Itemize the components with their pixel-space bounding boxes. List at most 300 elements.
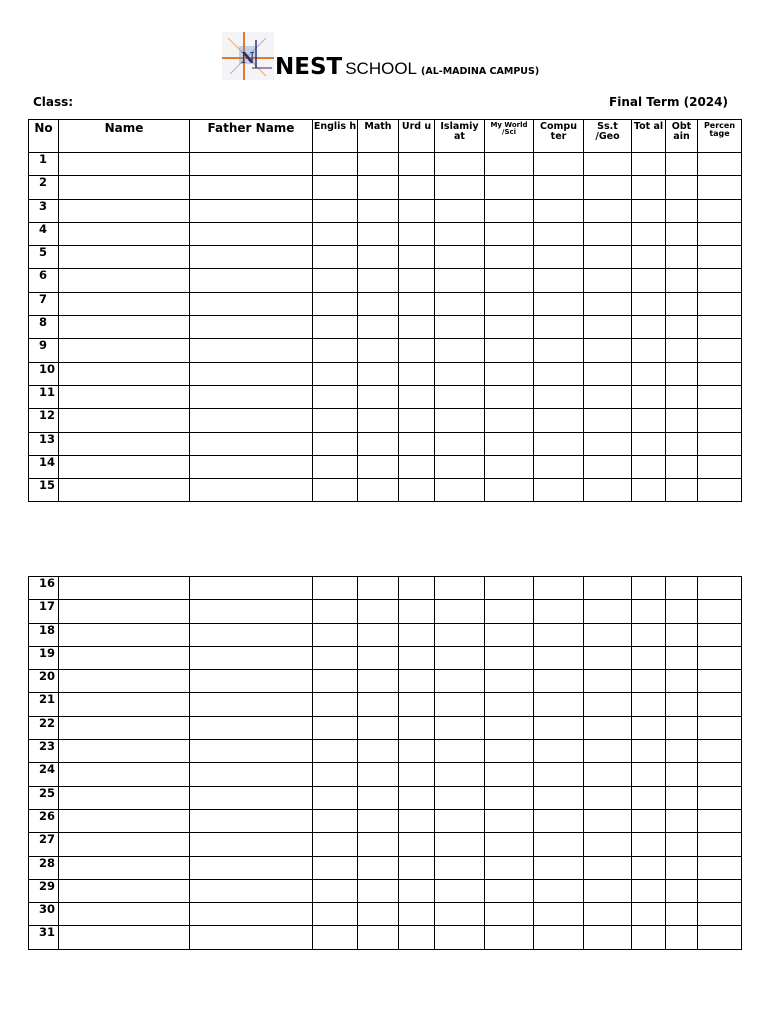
cell-sst-geo[interactable] [584, 670, 632, 693]
cell-name[interactable] [59, 153, 190, 176]
cell-sst-geo[interactable] [584, 763, 632, 786]
cell-my-world-sci[interactable] [485, 269, 534, 292]
cell-computer[interactable] [534, 670, 584, 693]
cell-name[interactable] [59, 856, 190, 879]
cell-total[interactable] [632, 856, 666, 879]
cell-my-world-sci[interactable] [485, 339, 534, 362]
cell-computer[interactable] [534, 809, 584, 832]
cell-math[interactable] [358, 246, 399, 269]
cell-math[interactable] [358, 716, 399, 739]
cell-total[interactable] [632, 577, 666, 600]
cell-sst-geo[interactable] [584, 809, 632, 832]
cell-islamiyat[interactable] [435, 385, 485, 408]
cell-percentage[interactable] [698, 903, 742, 926]
cell-name[interactable] [59, 479, 190, 502]
cell-percentage[interactable] [698, 153, 742, 176]
cell-obtain[interactable] [666, 716, 698, 739]
cell-total[interactable] [632, 362, 666, 385]
cell-father-name[interactable] [190, 903, 313, 926]
cell-computer[interactable] [534, 693, 584, 716]
cell-islamiyat[interactable] [435, 879, 485, 902]
cell-islamiyat[interactable] [435, 153, 485, 176]
cell-percentage[interactable] [698, 716, 742, 739]
cell-computer[interactable] [534, 577, 584, 600]
cell-sst-geo[interactable] [584, 646, 632, 669]
cell-sst-geo[interactable] [584, 903, 632, 926]
cell-computer[interactable] [534, 316, 584, 339]
cell-name[interactable] [59, 316, 190, 339]
cell-islamiyat[interactable] [435, 577, 485, 600]
cell-percentage[interactable] [698, 176, 742, 199]
cell-sst-geo[interactable] [584, 740, 632, 763]
cell-urdu[interactable] [399, 670, 435, 693]
cell-obtain[interactable] [666, 926, 698, 949]
cell-total[interactable] [632, 646, 666, 669]
cell-english[interactable] [313, 577, 358, 600]
cell-urdu[interactable] [399, 786, 435, 809]
cell-total[interactable] [632, 903, 666, 926]
cell-name[interactable] [59, 176, 190, 199]
cell-islamiyat[interactable] [435, 199, 485, 222]
cell-english[interactable] [313, 362, 358, 385]
cell-english[interactable] [313, 339, 358, 362]
cell-total[interactable] [632, 339, 666, 362]
cell-percentage[interactable] [698, 926, 742, 949]
cell-computer[interactable] [534, 432, 584, 455]
cell-my-world-sci[interactable] [485, 670, 534, 693]
cell-father-name[interactable] [190, 246, 313, 269]
cell-english[interactable] [313, 809, 358, 832]
cell-father-name[interactable] [190, 432, 313, 455]
cell-urdu[interactable] [399, 432, 435, 455]
cell-sst-geo[interactable] [584, 153, 632, 176]
cell-sst-geo[interactable] [584, 199, 632, 222]
cell-obtain[interactable] [666, 409, 698, 432]
cell-islamiyat[interactable] [435, 269, 485, 292]
cell-sst-geo[interactable] [584, 269, 632, 292]
cell-father-name[interactable] [190, 809, 313, 832]
cell-name[interactable] [59, 623, 190, 646]
cell-total[interactable] [632, 455, 666, 478]
cell-math[interactable] [358, 646, 399, 669]
cell-percentage[interactable] [698, 222, 742, 245]
cell-name[interactable] [59, 693, 190, 716]
cell-islamiyat[interactable] [435, 903, 485, 926]
cell-obtain[interactable] [666, 856, 698, 879]
cell-computer[interactable] [534, 879, 584, 902]
cell-percentage[interactable] [698, 455, 742, 478]
cell-father-name[interactable] [190, 670, 313, 693]
cell-total[interactable] [632, 176, 666, 199]
cell-father-name[interactable] [190, 339, 313, 362]
cell-my-world-sci[interactable] [485, 623, 534, 646]
cell-english[interactable] [313, 199, 358, 222]
cell-urdu[interactable] [399, 646, 435, 669]
cell-computer[interactable] [534, 339, 584, 362]
cell-name[interactable] [59, 362, 190, 385]
cell-total[interactable] [632, 153, 666, 176]
cell-math[interactable] [358, 926, 399, 949]
cell-computer[interactable] [534, 856, 584, 879]
cell-father-name[interactable] [190, 763, 313, 786]
cell-obtain[interactable] [666, 432, 698, 455]
cell-computer[interactable] [534, 926, 584, 949]
cell-total[interactable] [632, 693, 666, 716]
cell-math[interactable] [358, 623, 399, 646]
cell-computer[interactable] [534, 740, 584, 763]
cell-obtain[interactable] [666, 385, 698, 408]
cell-father-name[interactable] [190, 600, 313, 623]
cell-islamiyat[interactable] [435, 176, 485, 199]
cell-sst-geo[interactable] [584, 833, 632, 856]
cell-name[interactable] [59, 600, 190, 623]
cell-islamiyat[interactable] [435, 623, 485, 646]
cell-sst-geo[interactable] [584, 316, 632, 339]
cell-sst-geo[interactable] [584, 455, 632, 478]
cell-total[interactable] [632, 479, 666, 502]
cell-percentage[interactable] [698, 385, 742, 408]
cell-obtain[interactable] [666, 600, 698, 623]
cell-name[interactable] [59, 833, 190, 856]
cell-my-world-sci[interactable] [485, 292, 534, 315]
cell-my-world-sci[interactable] [485, 316, 534, 339]
cell-urdu[interactable] [399, 222, 435, 245]
cell-math[interactable] [358, 600, 399, 623]
cell-computer[interactable] [534, 199, 584, 222]
cell-my-world-sci[interactable] [485, 385, 534, 408]
cell-sst-geo[interactable] [584, 926, 632, 949]
cell-urdu[interactable] [399, 316, 435, 339]
cell-urdu[interactable] [399, 879, 435, 902]
cell-total[interactable] [632, 316, 666, 339]
cell-father-name[interactable] [190, 269, 313, 292]
cell-father-name[interactable] [190, 623, 313, 646]
cell-islamiyat[interactable] [435, 455, 485, 478]
cell-math[interactable] [358, 432, 399, 455]
cell-percentage[interactable] [698, 786, 742, 809]
cell-computer[interactable] [534, 646, 584, 669]
cell-math[interactable] [358, 455, 399, 478]
cell-math[interactable] [358, 269, 399, 292]
cell-father-name[interactable] [190, 786, 313, 809]
cell-percentage[interactable] [698, 879, 742, 902]
cell-my-world-sci[interactable] [485, 879, 534, 902]
cell-total[interactable] [632, 409, 666, 432]
cell-english[interactable] [313, 455, 358, 478]
cell-name[interactable] [59, 432, 190, 455]
cell-percentage[interactable] [698, 246, 742, 269]
cell-islamiyat[interactable] [435, 479, 485, 502]
cell-total[interactable] [632, 809, 666, 832]
cell-islamiyat[interactable] [435, 670, 485, 693]
cell-total[interactable] [632, 833, 666, 856]
cell-my-world-sci[interactable] [485, 856, 534, 879]
cell-father-name[interactable] [190, 199, 313, 222]
cell-percentage[interactable] [698, 809, 742, 832]
cell-percentage[interactable] [698, 409, 742, 432]
cell-obtain[interactable] [666, 292, 698, 315]
cell-computer[interactable] [534, 292, 584, 315]
cell-name[interactable] [59, 292, 190, 315]
cell-urdu[interactable] [399, 269, 435, 292]
cell-sst-geo[interactable] [584, 693, 632, 716]
cell-english[interactable] [313, 409, 358, 432]
cell-english[interactable] [313, 926, 358, 949]
cell-urdu[interactable] [399, 623, 435, 646]
cell-english[interactable] [313, 153, 358, 176]
cell-percentage[interactable] [698, 432, 742, 455]
cell-sst-geo[interactable] [584, 879, 632, 902]
cell-my-world-sci[interactable] [485, 153, 534, 176]
cell-my-world-sci[interactable] [485, 740, 534, 763]
cell-father-name[interactable] [190, 176, 313, 199]
cell-urdu[interactable] [399, 362, 435, 385]
cell-total[interactable] [632, 786, 666, 809]
cell-islamiyat[interactable] [435, 786, 485, 809]
cell-english[interactable] [313, 833, 358, 856]
cell-islamiyat[interactable] [435, 432, 485, 455]
cell-urdu[interactable] [399, 600, 435, 623]
cell-name[interactable] [59, 339, 190, 362]
cell-obtain[interactable] [666, 763, 698, 786]
cell-english[interactable] [313, 479, 358, 502]
cell-computer[interactable] [534, 153, 584, 176]
cell-english[interactable] [313, 716, 358, 739]
cell-urdu[interactable] [399, 716, 435, 739]
cell-total[interactable] [632, 879, 666, 902]
cell-sst-geo[interactable] [584, 716, 632, 739]
cell-my-world-sci[interactable] [485, 246, 534, 269]
cell-urdu[interactable] [399, 339, 435, 362]
cell-urdu[interactable] [399, 740, 435, 763]
cell-computer[interactable] [534, 833, 584, 856]
cell-name[interactable] [59, 879, 190, 902]
cell-computer[interactable] [534, 385, 584, 408]
cell-percentage[interactable] [698, 292, 742, 315]
cell-english[interactable] [313, 693, 358, 716]
cell-father-name[interactable] [190, 577, 313, 600]
cell-percentage[interactable] [698, 670, 742, 693]
cell-total[interactable] [632, 199, 666, 222]
cell-computer[interactable] [534, 409, 584, 432]
cell-name[interactable] [59, 646, 190, 669]
cell-islamiyat[interactable] [435, 339, 485, 362]
cell-father-name[interactable] [190, 292, 313, 315]
cell-sst-geo[interactable] [584, 577, 632, 600]
cell-total[interactable] [632, 623, 666, 646]
cell-father-name[interactable] [190, 740, 313, 763]
cell-percentage[interactable] [698, 763, 742, 786]
cell-my-world-sci[interactable] [485, 763, 534, 786]
cell-math[interactable] [358, 833, 399, 856]
cell-math[interactable] [358, 786, 399, 809]
cell-islamiyat[interactable] [435, 646, 485, 669]
cell-sst-geo[interactable] [584, 385, 632, 408]
cell-english[interactable] [313, 786, 358, 809]
cell-name[interactable] [59, 246, 190, 269]
cell-father-name[interactable] [190, 385, 313, 408]
cell-obtain[interactable] [666, 479, 698, 502]
cell-sst-geo[interactable] [584, 856, 632, 879]
cell-english[interactable] [313, 222, 358, 245]
cell-computer[interactable] [534, 716, 584, 739]
cell-name[interactable] [59, 577, 190, 600]
cell-percentage[interactable] [698, 199, 742, 222]
cell-my-world-sci[interactable] [485, 809, 534, 832]
cell-islamiyat[interactable] [435, 316, 485, 339]
cell-my-world-sci[interactable] [485, 409, 534, 432]
cell-name[interactable] [59, 455, 190, 478]
cell-english[interactable] [313, 600, 358, 623]
cell-math[interactable] [358, 879, 399, 902]
cell-sst-geo[interactable] [584, 292, 632, 315]
cell-math[interactable] [358, 763, 399, 786]
cell-islamiyat[interactable] [435, 600, 485, 623]
cell-total[interactable] [632, 600, 666, 623]
cell-english[interactable] [313, 316, 358, 339]
cell-total[interactable] [632, 385, 666, 408]
cell-total[interactable] [632, 222, 666, 245]
cell-urdu[interactable] [399, 176, 435, 199]
cell-name[interactable] [59, 199, 190, 222]
cell-urdu[interactable] [399, 292, 435, 315]
cell-percentage[interactable] [698, 693, 742, 716]
cell-math[interactable] [358, 176, 399, 199]
cell-english[interactable] [313, 432, 358, 455]
cell-my-world-sci[interactable] [485, 903, 534, 926]
cell-english[interactable] [313, 740, 358, 763]
cell-islamiyat[interactable] [435, 740, 485, 763]
cell-obtain[interactable] [666, 786, 698, 809]
cell-percentage[interactable] [698, 316, 742, 339]
cell-islamiyat[interactable] [435, 409, 485, 432]
cell-islamiyat[interactable] [435, 926, 485, 949]
cell-my-world-sci[interactable] [485, 432, 534, 455]
cell-computer[interactable] [534, 222, 584, 245]
cell-sst-geo[interactable] [584, 246, 632, 269]
cell-computer[interactable] [534, 600, 584, 623]
cell-total[interactable] [632, 269, 666, 292]
cell-islamiyat[interactable] [435, 809, 485, 832]
cell-urdu[interactable] [399, 763, 435, 786]
cell-name[interactable] [59, 903, 190, 926]
cell-obtain[interactable] [666, 670, 698, 693]
cell-urdu[interactable] [399, 409, 435, 432]
cell-my-world-sci[interactable] [485, 600, 534, 623]
cell-father-name[interactable] [190, 856, 313, 879]
cell-english[interactable] [313, 269, 358, 292]
cell-my-world-sci[interactable] [485, 716, 534, 739]
cell-name[interactable] [59, 809, 190, 832]
cell-english[interactable] [313, 646, 358, 669]
cell-father-name[interactable] [190, 693, 313, 716]
cell-english[interactable] [313, 246, 358, 269]
cell-obtain[interactable] [666, 833, 698, 856]
cell-sst-geo[interactable] [584, 222, 632, 245]
cell-english[interactable] [313, 623, 358, 646]
cell-computer[interactable] [534, 479, 584, 502]
cell-father-name[interactable] [190, 646, 313, 669]
cell-urdu[interactable] [399, 199, 435, 222]
cell-math[interactable] [358, 693, 399, 716]
cell-urdu[interactable] [399, 693, 435, 716]
cell-name[interactable] [59, 409, 190, 432]
cell-islamiyat[interactable] [435, 716, 485, 739]
cell-my-world-sci[interactable] [485, 479, 534, 502]
cell-urdu[interactable] [399, 153, 435, 176]
cell-my-world-sci[interactable] [485, 362, 534, 385]
cell-islamiyat[interactable] [435, 833, 485, 856]
cell-obtain[interactable] [666, 623, 698, 646]
cell-father-name[interactable] [190, 455, 313, 478]
cell-name[interactable] [59, 670, 190, 693]
cell-name[interactable] [59, 222, 190, 245]
cell-islamiyat[interactable] [435, 292, 485, 315]
cell-english[interactable] [313, 385, 358, 408]
cell-father-name[interactable] [190, 879, 313, 902]
cell-computer[interactable] [534, 786, 584, 809]
cell-computer[interactable] [534, 903, 584, 926]
cell-english[interactable] [313, 763, 358, 786]
cell-sst-geo[interactable] [584, 362, 632, 385]
cell-obtain[interactable] [666, 222, 698, 245]
cell-math[interactable] [358, 222, 399, 245]
cell-urdu[interactable] [399, 577, 435, 600]
cell-father-name[interactable] [190, 222, 313, 245]
cell-math[interactable] [358, 577, 399, 600]
cell-my-world-sci[interactable] [485, 455, 534, 478]
cell-urdu[interactable] [399, 903, 435, 926]
cell-urdu[interactable] [399, 455, 435, 478]
cell-math[interactable] [358, 409, 399, 432]
cell-obtain[interactable] [666, 246, 698, 269]
cell-sst-geo[interactable] [584, 432, 632, 455]
cell-name[interactable] [59, 716, 190, 739]
cell-percentage[interactable] [698, 833, 742, 856]
cell-sst-geo[interactable] [584, 786, 632, 809]
cell-my-world-sci[interactable] [485, 176, 534, 199]
cell-math[interactable] [358, 903, 399, 926]
cell-math[interactable] [358, 856, 399, 879]
cell-obtain[interactable] [666, 176, 698, 199]
cell-computer[interactable] [534, 362, 584, 385]
cell-total[interactable] [632, 292, 666, 315]
cell-urdu[interactable] [399, 856, 435, 879]
cell-obtain[interactable] [666, 693, 698, 716]
cell-total[interactable] [632, 246, 666, 269]
cell-math[interactable] [358, 292, 399, 315]
cell-name[interactable] [59, 926, 190, 949]
cell-obtain[interactable] [666, 879, 698, 902]
cell-computer[interactable] [534, 246, 584, 269]
cell-sst-geo[interactable] [584, 600, 632, 623]
cell-father-name[interactable] [190, 316, 313, 339]
cell-sst-geo[interactable] [584, 176, 632, 199]
cell-urdu[interactable] [399, 926, 435, 949]
cell-obtain[interactable] [666, 577, 698, 600]
cell-obtain[interactable] [666, 903, 698, 926]
cell-english[interactable] [313, 903, 358, 926]
cell-my-world-sci[interactable] [485, 786, 534, 809]
cell-math[interactable] [358, 199, 399, 222]
cell-math[interactable] [358, 670, 399, 693]
cell-computer[interactable] [534, 176, 584, 199]
cell-math[interactable] [358, 385, 399, 408]
cell-my-world-sci[interactable] [485, 926, 534, 949]
cell-islamiyat[interactable] [435, 763, 485, 786]
cell-computer[interactable] [534, 763, 584, 786]
cell-islamiyat[interactable] [435, 246, 485, 269]
